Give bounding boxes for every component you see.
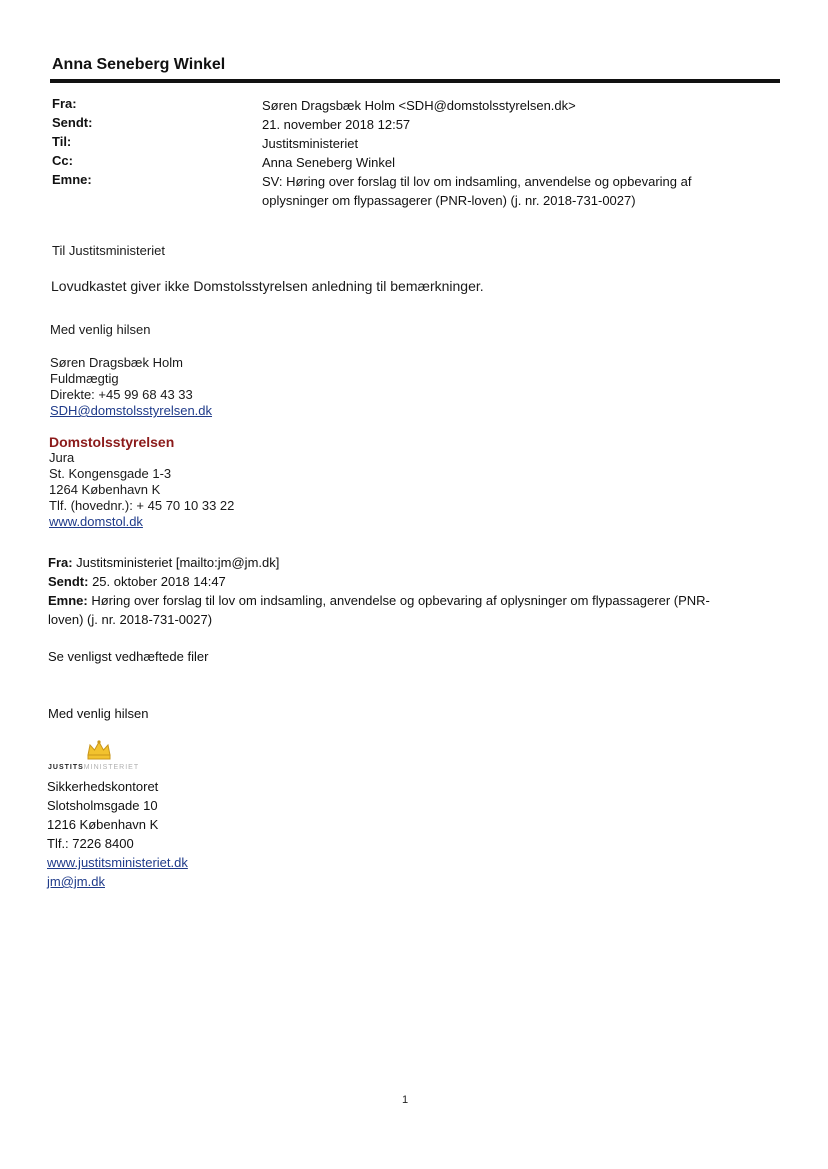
original-header <box>48 553 788 629</box>
justitsministeriet-logo <box>48 764 139 771</box>
org-name: Domstolsstyrelsen <box>49 434 175 450</box>
org-city: 1264 København K <box>49 482 161 497</box>
sent-label: Sendt: <box>52 115 93 130</box>
ministry-phone: Tlf.: 7226 8400 <box>47 836 134 851</box>
from-value: Søren Dragsbæk Holm <SDH@domstolsstyrelsen.dk> <box>262 98 576 113</box>
org-web-link[interactable]: www.domstol.dk <box>49 514 143 529</box>
cc-value: Anna Seneberg Winkel <box>262 155 395 170</box>
reply-body: Lovudkastet giver ikke Domstolsstyrelsen anledning til bemærkninger. <box>51 278 484 294</box>
sent-value: 21. november 2018 12:57 <box>262 117 411 132</box>
subject-line-1: SV: Høring over forslag til lov om indsamling, anvendelse og opbevaring af <box>262 174 692 189</box>
original-subject <box>48 591 788 610</box>
original-subject-label: Emne: <box>48 593 88 608</box>
signature-email-link[interactable]: SDH@domstolsstyrelsen.dk <box>50 403 213 418</box>
org-street: St. Kongensgade 1-3 <box>49 466 172 481</box>
cc-label: Cc: <box>52 153 73 168</box>
ministry-signature <box>47 777 188 891</box>
original-from-value: Justitsministeriet [mailto:jm@jm.dk] <box>72 555 280 570</box>
reply-closing: Med venlig hilsen <box>50 322 151 337</box>
original-body: Se venligst vedhæftede filer <box>48 649 209 664</box>
original-sent-value: 25. oktober 2018 14:47 <box>88 574 226 589</box>
document-owner-name: Anna Seneberg Winkel <box>52 56 226 73</box>
logo-text-bold: JUSTITS <box>48 764 84 771</box>
subject-value <box>262 172 691 210</box>
ministry-city: 1216 København K <box>47 817 159 832</box>
signature-name: Søren Dragsbæk Holm <box>50 355 183 370</box>
original-closing: Med venlig hilsen <box>48 706 149 721</box>
original-sent <box>48 572 788 591</box>
signature-title: Fuldmægtig <box>50 371 119 386</box>
to-value: Justitsministeriet <box>262 136 359 151</box>
original-from-label: Fra: <box>48 555 73 570</box>
reply-greeting: Til Justitsministeriet <box>52 243 165 258</box>
ministry-email-link[interactable]: jm@jm.dk <box>47 874 105 889</box>
header-rule <box>50 79 780 83</box>
signature-phone: Direkte: +45 99 68 43 33 <box>50 387 193 402</box>
crown-icon <box>86 740 112 760</box>
original-subject-line-1: Høring over forslag til lov om indsamling, anvendelse og opbevaring af oplysninger om flypassagerer (PNR- <box>87 593 710 608</box>
org-phone: Tlf. (hovednr.): + 45 70 10 33 22 <box>49 498 235 513</box>
ministry-web-link[interactable]: www.justitsministeriet.dk <box>47 855 188 870</box>
org-block <box>49 434 234 530</box>
ministry-office: Sikkerhedskontoret <box>47 779 159 794</box>
original-sent-label: Sendt: <box>48 574 89 589</box>
subject-line-2: oplysninger om flypassagerer (PNR-loven) (j. nr. 2018-731-0027) <box>262 193 636 208</box>
ministry-street: Slotsholmsgade 10 <box>47 798 158 813</box>
org-dept: Jura <box>49 450 75 465</box>
original-subject-line-2: loven) (j. nr. 2018-731-0027) <box>48 612 213 627</box>
original-from <box>48 553 788 572</box>
subject-label: Emne: <box>52 172 92 187</box>
logo-text-light: MINISTERIET <box>83 764 140 771</box>
page-number: 1 <box>402 1094 409 1106</box>
to-label: Til: <box>52 134 72 149</box>
signature-block <box>50 355 212 419</box>
from-label: Fra: <box>52 96 77 111</box>
